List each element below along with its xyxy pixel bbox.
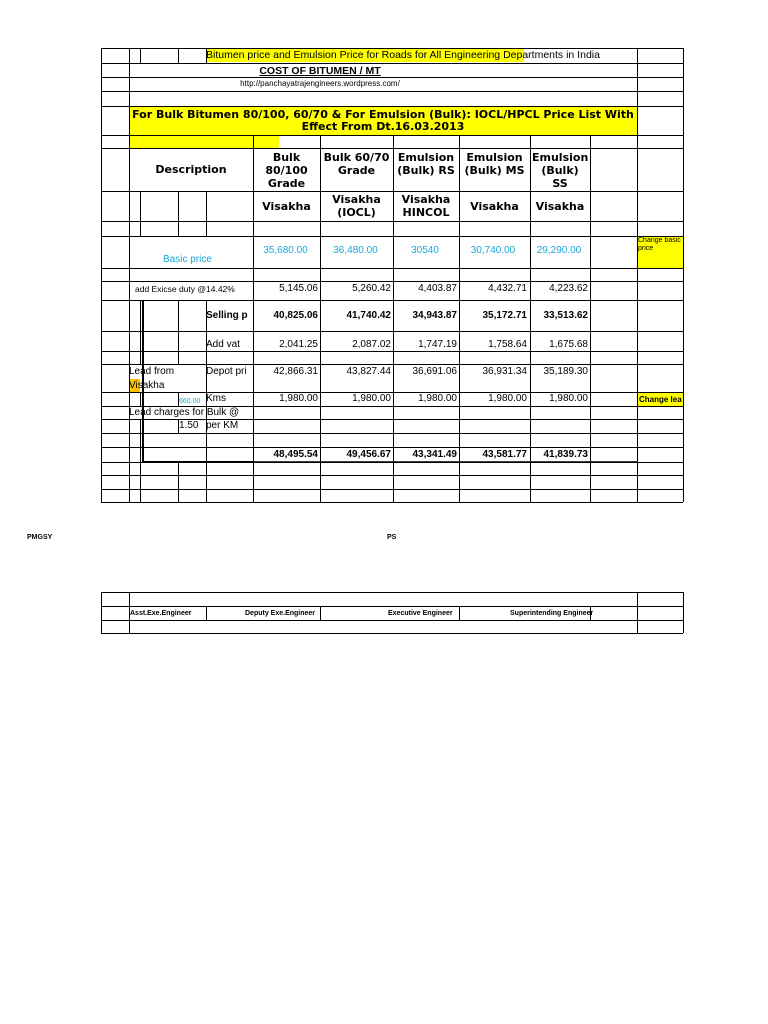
depot-visakha-label: Visakha [129, 380, 165, 391]
lead-charges-label: Lead charges for Bulk @ [129, 407, 240, 418]
sheet-url[interactable]: http://panchayatrajengineers.wordpress.com/ [240, 79, 400, 88]
basic-price-value[interactable]: 29,290.00 [536, 245, 582, 256]
depot-value: 43,827.44 [346, 366, 391, 377]
total-value: 43,581.77 [482, 449, 527, 460]
depot-value: 36,931.34 [482, 366, 527, 377]
depot-label: Depot pri [206, 366, 247, 377]
sheet-title: Bitumen price and Emulsion Price for Roads for All Engineering Departments in India [206, 49, 600, 61]
vat-value: 2,041.25 [279, 339, 318, 350]
column-source: Visakha [535, 200, 585, 213]
excise-value: 4,432.71 [488, 283, 527, 294]
kms-label: Kms [206, 393, 226, 404]
kms-value: 1,980.00 [279, 393, 318, 404]
column-header: Emulsion (Bulk) MS [464, 151, 525, 177]
basic-price-note[interactable]: Change basic price [638, 237, 681, 252]
column-header: Bulk 80/100 Grade [265, 151, 308, 190]
lead-unit: per KM [206, 420, 239, 431]
excise-value: 4,403.87 [418, 283, 457, 294]
lead-rate[interactable]: 1.50 [179, 420, 199, 431]
selling-value: 33,513.62 [543, 310, 588, 321]
basic-price-value[interactable]: 30,740.00 [470, 245, 516, 256]
selling-value: 35,172.71 [482, 310, 527, 321]
column-header: Bulk 60/70 Grade [323, 151, 390, 177]
excise-label: add Exicse duty @14.42% [135, 284, 235, 294]
excise-value: 5,260.42 [352, 283, 391, 294]
vat-value: 1,747.19 [418, 339, 457, 350]
footer-right: PS [387, 534, 397, 541]
basic-price-label: Basic price [163, 254, 212, 265]
vat-label: Add vat [206, 339, 240, 350]
description-header: Description [155, 163, 227, 176]
vat-value: 1,675.68 [549, 339, 588, 350]
banner-text: For Bulk Bitumen 80/100, 60/70 & For Emulsion (Bulk): IOCL/HPCL Price List With Effect From Dt.16.03.2013 [132, 108, 634, 133]
basic-price-value[interactable]: 36,480.00 [333, 245, 378, 256]
depot-value: 35,189.30 [543, 366, 588, 377]
depot-value: 36,691.06 [412, 366, 457, 377]
depot-lead-label: Lead from [129, 366, 175, 377]
footer-left: PMGSY [27, 534, 53, 541]
selling-value: 41,740.42 [346, 310, 391, 321]
kms-note[interactable]: Change lea [639, 395, 682, 404]
signature-superintending: Superintending Engineer [510, 610, 594, 617]
kms-value: 1,980.00 [488, 393, 527, 404]
kms-value: 1,980.00 [418, 393, 457, 404]
column-source: Visakha (IOCL) [332, 193, 381, 219]
column-source: Visakha [470, 200, 519, 213]
column-header: Emulsion (Bulk) SS [532, 151, 589, 190]
selling-label: Selling p [206, 310, 248, 321]
total-value: 49,456.67 [346, 449, 391, 460]
vat-value: 2,087.02 [352, 339, 391, 350]
signature-asst: Asst.Exe.Engineer [130, 610, 192, 617]
column-source: Visakha [262, 200, 311, 213]
column-source: Visakha HINCOL [401, 193, 451, 219]
signature-deputy: Deputy Exe.Engineer [245, 610, 316, 617]
kms-distance[interactable]: 660.00 [179, 398, 201, 405]
vat-value: 1,758.64 [488, 339, 527, 350]
total-value: 48,495.54 [273, 449, 318, 460]
basic-price-value[interactable]: 35,680.00 [263, 245, 308, 256]
depot-value: 42,866.31 [273, 366, 318, 377]
total-value: 43,341.49 [412, 449, 457, 460]
signature-executive: Executive Engineer [388, 610, 453, 617]
total-value: 41,839.73 [543, 449, 588, 460]
selling-value: 40,825.06 [273, 310, 318, 321]
sheet-subtitle: COST OF BITUMEN / MT [259, 65, 381, 77]
kms-value: 1,980.00 [549, 393, 588, 404]
excise-value: 4,223.62 [549, 283, 588, 294]
excise-value: 5,145.06 [279, 283, 318, 294]
selling-value: 34,943.87 [412, 310, 457, 321]
column-header: Emulsion (Bulk) RS [397, 151, 455, 177]
basic-price-value[interactable]: 30540 [411, 245, 439, 256]
kms-value: 1,980.00 [352, 393, 391, 404]
